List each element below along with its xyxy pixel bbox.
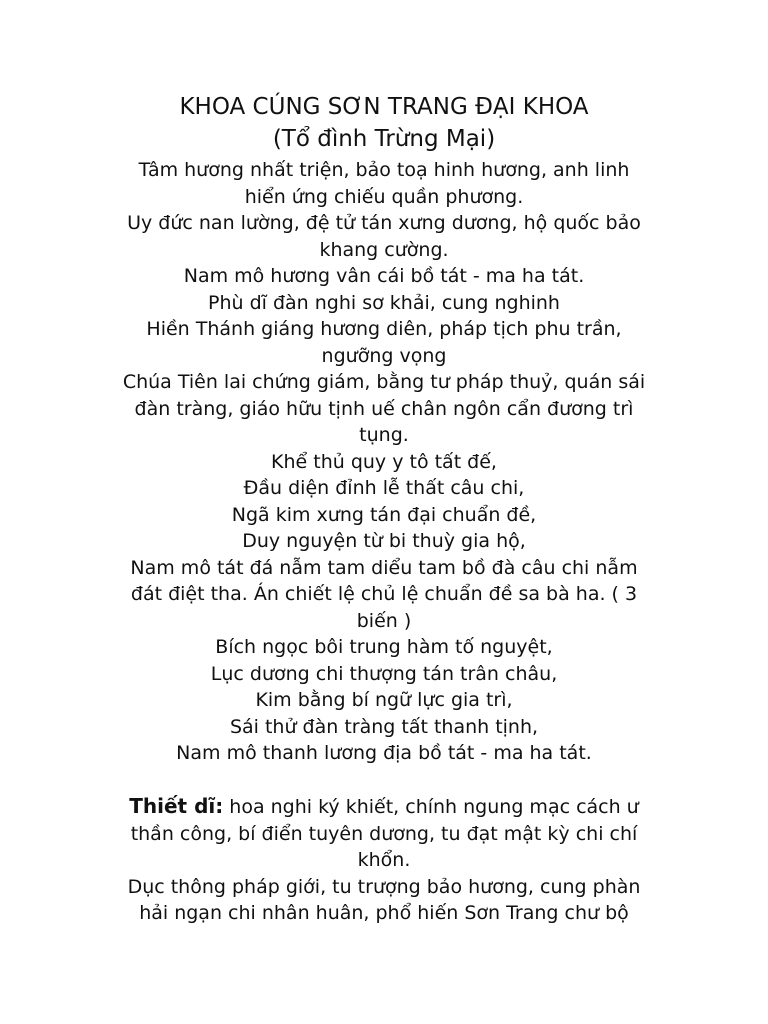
body-line: Nam mô tát đá nẫm tam diểu tam bồ đà câu chi nẫm	[130, 556, 638, 579]
body-line: tụng.	[359, 424, 409, 446]
body-line: Kim bằng bí ngữ lực gia trì,	[255, 689, 513, 711]
body-line: ngưỡng vọng	[321, 344, 447, 367]
body-line: Đầu diện đỉnh lễ thất câu chi,	[243, 477, 525, 499]
body-line: Chúa Tiên lai chứng giám, bằng tư pháp thuỷ, quán sái	[122, 371, 646, 393]
body-line: hiển ứng chiếu quần phương.	[244, 185, 524, 208]
body-line: Khể thủ quy y tô tất đế,	[271, 450, 497, 473]
document-body	[110, 157, 658, 927]
body-line: Nam mô thanh lương địa bồ tát - ma ha tát.	[176, 742, 592, 764]
body-line: Uy đức nan lường, đệ tử tán xưng dương, hộ quốc bảo	[127, 212, 641, 234]
body-line: đàn tràng, giáo hữu tịnh uế chân ngôn cẩn đương trì	[134, 397, 634, 420]
body-line: Tâm hương nhất triện, bảo toạ hinh hương, anh linh	[138, 159, 630, 181]
body-line: Duy nguyện từ bi thuỳ gia hộ,	[242, 530, 526, 552]
body-line: Phù dĩ đàn nghi sơ khải, cung nghinh	[208, 291, 560, 314]
body-line: khang cường.	[319, 238, 449, 261]
paragraph-spacer	[110, 767, 658, 794]
body-line: Hiền Thánh giáng hương diên, pháp tịch phu trần,	[146, 318, 622, 340]
section2-lead-bold: Thiết dĩ:	[129, 794, 224, 818]
body-line: khổn.	[357, 849, 411, 871]
body-line: biến )	[356, 609, 412, 632]
title-line-2: (Tổ đình Trừng Mại)	[272, 126, 496, 152]
body-line: Sái thử đàn tràng tất thanh tịnh,	[229, 715, 539, 738]
body-line: Bích ngọc bôi trung hàm tố nguyệt,	[215, 636, 553, 658]
body-line: Ngã kim xưng tán đại chuẩn đề,	[231, 503, 537, 526]
body-line: thần công, bí điển tuyên dương, tu đạt mật kỳ chi chí	[130, 822, 638, 845]
document-title	[110, 91, 658, 155]
body-line: hải ngạn chi nhân huân, phổ hiến Sơn Trang chư bộ	[139, 902, 629, 924]
body-line: đát điệt tha. Án chiết lệ chủ lệ chuẩn đề sa bà ha. ( 3	[130, 583, 638, 605]
body-line: Lục dương chi thượng tán trân châu,	[210, 662, 558, 685]
document-page	[110, 91, 658, 927]
body-line: Nam mô hương vân cái bồ tát - ma ha tát.	[183, 265, 585, 287]
body-line: Dục thông pháp giới, tu trượng bảo hương, cung phàn	[127, 875, 641, 898]
section2-lead-rest: hoa nghi ký khiết, chính ngung mạc cách ư	[223, 796, 639, 818]
section2-lead-line	[110, 793, 658, 821]
title-line-1: KHOA CÚNG SƠN TRANG ĐẠI KHOA	[179, 94, 589, 120]
